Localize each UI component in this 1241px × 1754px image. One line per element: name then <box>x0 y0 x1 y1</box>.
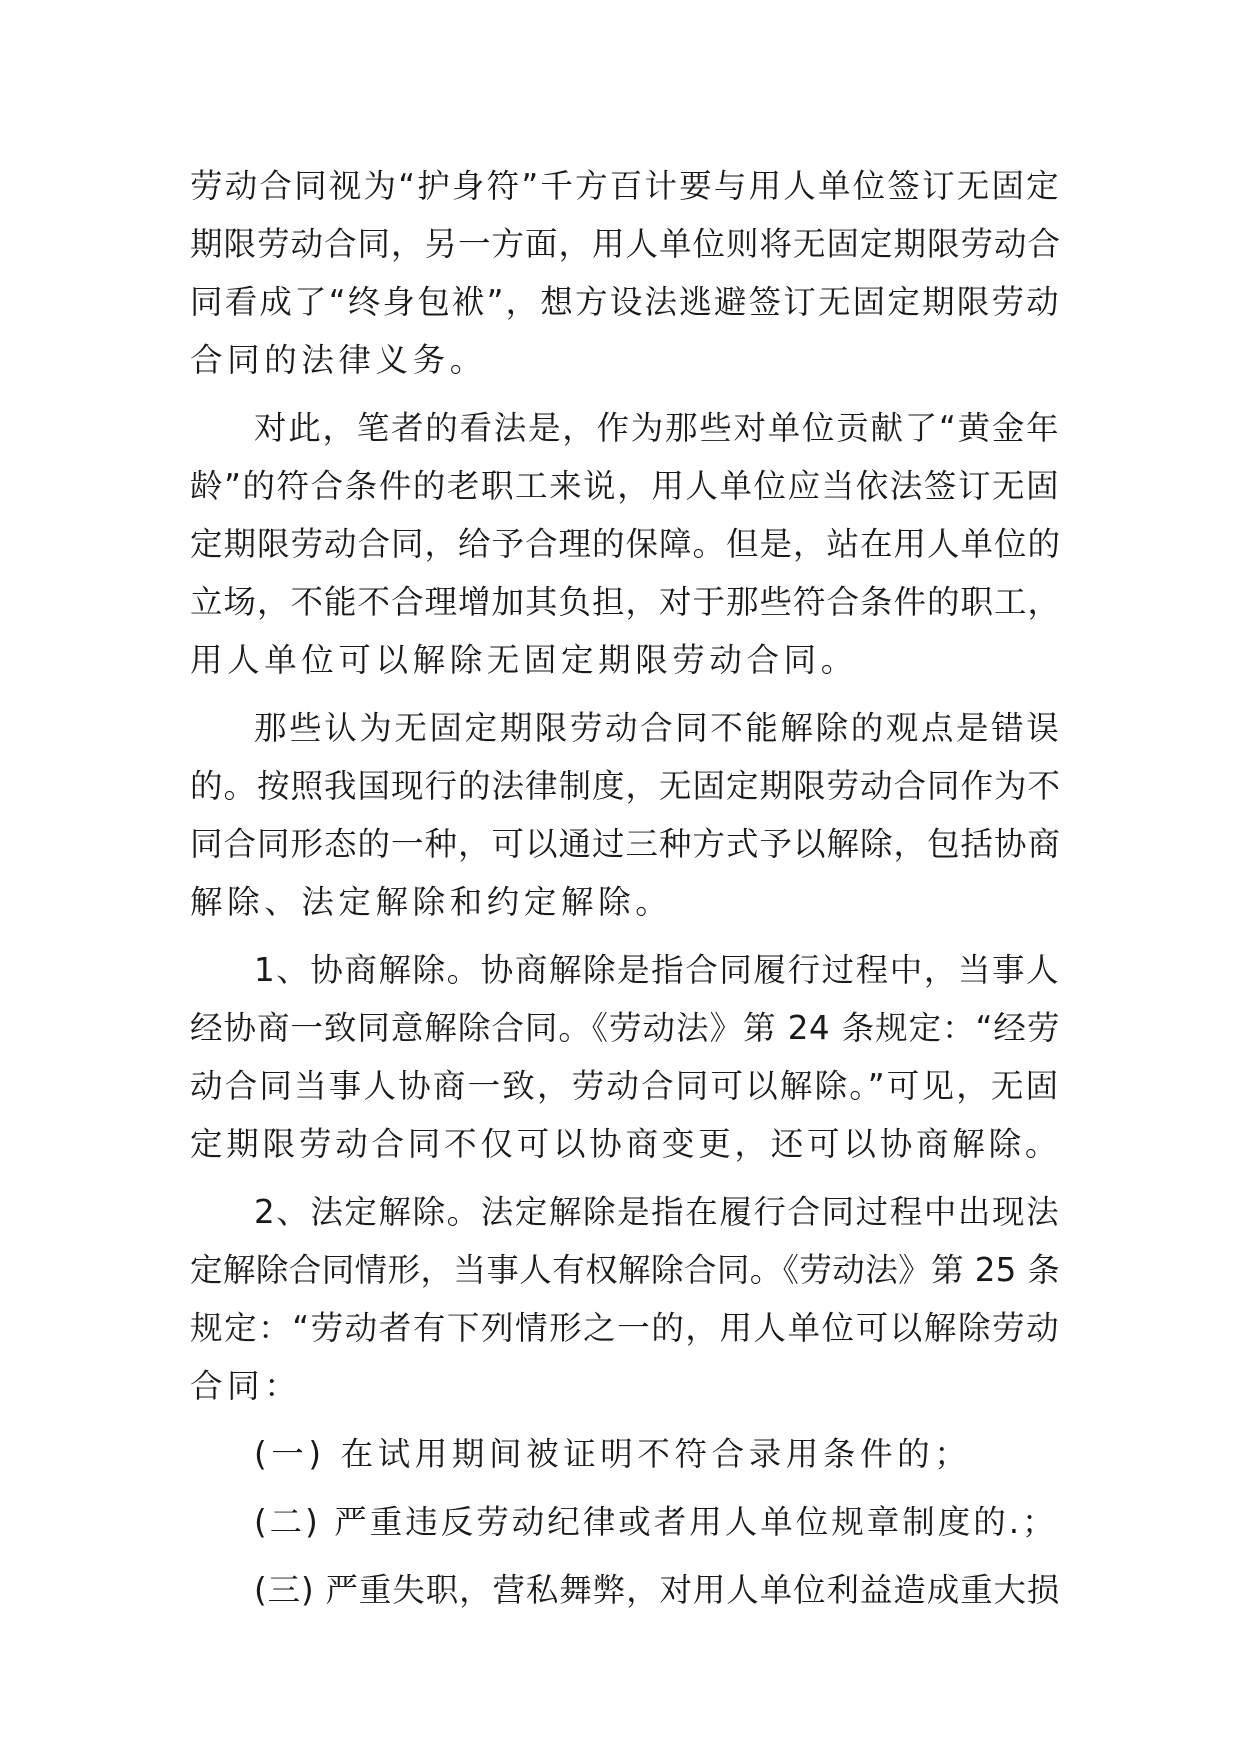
text-line: 规定：“劳动者有下列情形之一的，用人单位可以解除劳动 <box>190 1309 1060 1347</box>
text-line: 的。按照我国现行的法律制度，无固定期限劳动合同作为不 <box>190 767 1062 805</box>
text-line: 期限劳动合同，另一方面，用人单位则将无固定期限劳动合 <box>190 225 1062 263</box>
text-line: 劳动合同视为“护身符”千方百计要与用人单位签订无固定 <box>190 167 1061 205</box>
text-line: 经协商一致同意解除合同。《劳动法》第 24 条规定：“经劳 <box>190 1009 1060 1047</box>
text-line: 合同的法律义务。 <box>190 341 487 379</box>
text-line: 同合同形态的一种，可以通过三种方式予以解除，包括协商 <box>190 825 1062 863</box>
text-line: 定期限劳动合同，给予合理的保障。但是，站在用人单位的 <box>190 525 1062 563</box>
text-line: 龄”的符合条件的老职工来说，用人单位应当依法签订无固 <box>190 467 1060 505</box>
text-line: 定解除合同情形，当事人有权解除合同。《劳动法》第 25 条 <box>190 1251 1060 1289</box>
text-line: 解除、法定解除和约定解除。 <box>190 883 673 921</box>
text-line: 定期限劳动合同不仅可以协商变更，还可以协商解除。 <box>190 1125 1062 1163</box>
paragraph-first-line: 1、协商解除。协商解除是指合同履行过程中，当事人 <box>254 951 1060 989</box>
text-line: 用人单位可以解除无固定期限劳动合同。 <box>190 641 858 679</box>
text-line: 同看成了“终身包袱”，想方设法逃避签订无固定期限劳动 <box>190 283 1061 321</box>
paragraph-first-line: 2、法定解除。法定解除是指在履行合同过程中出现法 <box>254 1193 1060 1231</box>
text-line: 合同： <box>190 1367 302 1405</box>
text-line: 立场，不能不合理增加其负担，对于那些符合条件的职工， <box>190 583 1062 621</box>
paragraph-first-line: 那些认为无固定期限劳动合同不能解除的观点是错误 <box>254 709 1062 747</box>
list-item: (一) 在试用期间被证明不符合录用条件的； <box>254 1435 972 1473</box>
text-line: 动合同当事人协商一致，劳动合同可以解除。”可见，无固 <box>190 1067 1061 1105</box>
list-item: (二) 严重违反劳动纪律或者用人单位规章制度的.； <box>254 1503 1058 1541</box>
list-item: (三) 严重失职，营私舞弊，对用人单位利益造成重大损 <box>254 1571 1060 1609</box>
paragraph-first-line: 对此，笔者的看法是，作为那些对单位贡献了“黄金年 <box>254 409 1060 447</box>
